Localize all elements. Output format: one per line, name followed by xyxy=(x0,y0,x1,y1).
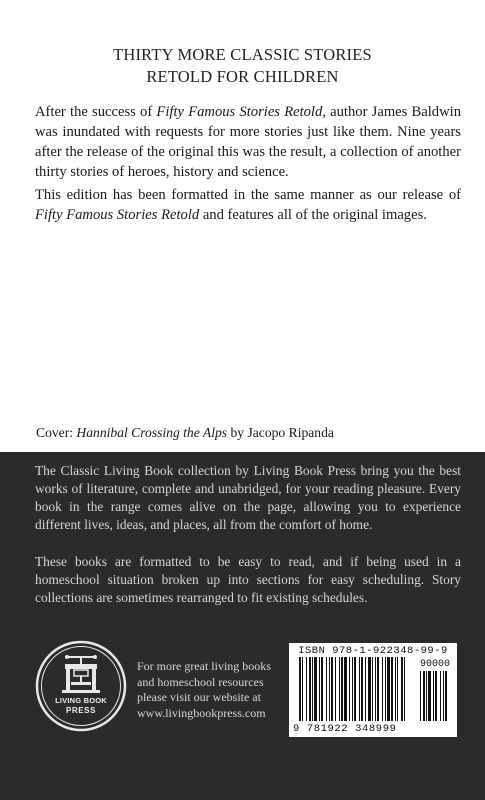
addon-bar xyxy=(443,671,444,721)
barcode-bar xyxy=(391,657,393,721)
visit-line-3: please visit our website at xyxy=(137,690,261,704)
isbn-label: ISBN 978-1-922348-99-9 xyxy=(298,645,448,657)
barcode-bar xyxy=(401,657,403,721)
website-notice xyxy=(137,659,287,721)
addon-bar xyxy=(420,671,421,721)
barcode-bar xyxy=(319,657,320,721)
barcode-bar xyxy=(314,657,317,721)
addon-bar xyxy=(435,671,437,721)
addon-bar xyxy=(423,671,425,721)
barcode-bar xyxy=(302,657,303,721)
barcode-panel xyxy=(289,643,457,737)
barcode-bar xyxy=(375,657,376,721)
barcode-bar xyxy=(377,657,379,721)
visit-line-1: For more great living books xyxy=(137,659,271,673)
format-blurb: These books are formatted to be easy to read, and if being used in a homeschool situation broken up into sections for easy scheduling. Story collections are sometimes rearranged to fit existing schedules. xyxy=(35,554,461,605)
collection-blurb: The Classic Living Book collection by Living Book Press bring you the best works of literature, complete and unabridged, for your reading pleasure. Every book in the range comes alive on the page, allowing you to experience different lives, ideas, and places, all from the comfort of home. xyxy=(35,463,461,532)
barcode-bar xyxy=(309,657,311,721)
website-url: www.livingbookpress.com xyxy=(137,705,266,720)
barcode-bar xyxy=(395,657,396,721)
cover-artwork-title: Hannibal Crossing the Alps xyxy=(76,425,228,440)
barcode-bar xyxy=(404,657,405,721)
addon-bar xyxy=(445,671,447,721)
barcode-bar xyxy=(385,657,386,721)
price-code: 90000 xyxy=(419,659,450,670)
title-line-1: THIRTY MORE CLASSIC STORIES xyxy=(113,45,372,64)
p2-book-title: Fifty Famous Stories Retold xyxy=(35,207,200,223)
barcode-bar xyxy=(368,657,371,721)
barcode-bar xyxy=(354,657,356,721)
title-line-2: RETOLD FOR CHILDREN xyxy=(146,67,339,86)
barcode-bar xyxy=(349,657,350,721)
barcode-bar xyxy=(331,657,333,721)
cover-label: Cover: xyxy=(36,425,77,440)
barcode-bar xyxy=(361,657,363,721)
cover-credit xyxy=(36,425,334,441)
addon-bar xyxy=(440,671,441,721)
description-paragraph-1 xyxy=(35,102,461,182)
barcode-bar xyxy=(326,657,327,721)
barcode-bar xyxy=(382,657,383,721)
barcode-bars-icon xyxy=(299,657,449,723)
barcode-digits: 9 781922 348999 xyxy=(293,723,397,735)
addon-bar xyxy=(426,671,427,721)
description-paragraph-2 xyxy=(35,185,461,225)
barcode-bar xyxy=(341,657,343,721)
barcode-bar xyxy=(397,657,398,721)
barcode-bar xyxy=(299,657,301,721)
barcode-bar xyxy=(372,657,373,721)
book-press-icon xyxy=(35,640,127,732)
cover-artist: by Jacopo Ripanda xyxy=(227,425,334,440)
p1-text-b: , author James Baldwin was inundated with requests for more stories just like them. Nine years after the release of the original this was the result, a collection of another thirty stories of heroes, history and science. xyxy=(35,104,461,180)
barcode-bar xyxy=(352,657,353,721)
p1-book-title: Fifty Famous Stories Retold xyxy=(156,104,323,120)
back-cover-title xyxy=(0,44,485,88)
barcode-bar xyxy=(335,657,336,721)
p2-text-b: and features all of the original images. xyxy=(199,207,427,223)
visit-line-2: and homeschool resources xyxy=(137,674,264,689)
lower-panel xyxy=(0,452,485,800)
barcode-bar xyxy=(329,657,330,721)
barcode-bar xyxy=(344,657,347,721)
p2-text-a: This edition has been formatted in the same manner as our release of xyxy=(35,187,461,203)
addon-bar xyxy=(428,671,431,721)
barcode-bar xyxy=(359,657,360,721)
logo-line-2: PRESS xyxy=(65,706,97,715)
barcode-bar xyxy=(306,657,307,721)
barcode-bar xyxy=(339,657,340,721)
logo-line-1: LIVING BOOK xyxy=(55,696,107,705)
living-book-press-logo xyxy=(35,640,127,732)
barcode-bar xyxy=(321,657,323,721)
addon-bar xyxy=(433,671,434,721)
p1-text-a: After the success of xyxy=(35,104,157,120)
barcode-bar xyxy=(312,657,313,721)
barcode-bar xyxy=(365,657,366,721)
barcode-bar xyxy=(387,657,390,721)
